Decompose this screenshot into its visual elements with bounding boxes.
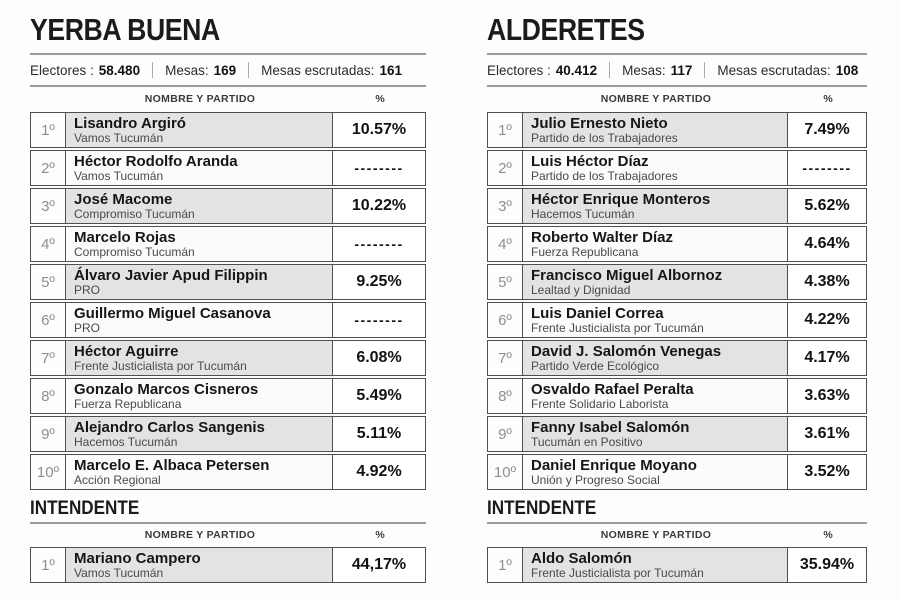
table-row <box>487 112 867 148</box>
candidate-cell <box>66 265 333 299</box>
candidate-party: Compromiso Tucumán <box>74 207 195 221</box>
candidate-name: Francisco Miguel Albornoz <box>531 267 723 284</box>
name-column-header: NOMBRE Y PARTIDO <box>600 529 712 541</box>
district-panel-alderetes <box>487 8 867 585</box>
rank-cell: 6º <box>488 303 523 337</box>
candidate-cell <box>66 548 333 582</box>
rank-cell: 1º <box>488 548 523 582</box>
percent-value: 5.62% <box>804 197 850 214</box>
table-row <box>30 302 426 338</box>
candidate-name: Roberto Walter Díaz <box>531 229 673 246</box>
name-column-header: NOMBRE Y PARTIDO <box>144 529 256 541</box>
table-row <box>487 188 867 224</box>
percent-value: -------- <box>354 236 404 252</box>
table-row <box>487 340 867 376</box>
percent-column-header: % <box>375 529 385 541</box>
table-row <box>30 188 426 224</box>
stat-value: 108 <box>835 62 859 78</box>
percent-value: 9.25% <box>356 273 402 290</box>
rank-cell: 3º <box>488 189 523 223</box>
percent-cell <box>788 548 866 582</box>
percent-cell <box>333 303 425 337</box>
district-title: YERBA BUENA <box>30 12 220 47</box>
candidate-cell <box>66 227 333 261</box>
table-row <box>30 264 426 300</box>
stat-item <box>704 62 870 78</box>
candidate-party: Unión y Progreso Social <box>531 473 660 487</box>
table-row <box>487 454 867 490</box>
stat-label: Mesas escrutadas: <box>717 62 831 78</box>
rank-cell: 10º <box>31 455 66 489</box>
intendente-title: INTENDENTE <box>487 498 597 519</box>
candidate-cell <box>66 151 333 185</box>
percent-cell <box>333 265 425 299</box>
stats-bar <box>30 56 426 84</box>
stat-item <box>487 63 609 78</box>
stat-label: Electores : <box>30 62 94 78</box>
candidate-cell <box>66 303 333 337</box>
candidate-cell <box>523 151 788 185</box>
table-row <box>487 264 867 300</box>
rank-cell: 5º <box>31 265 66 299</box>
divider <box>30 522 426 524</box>
candidate-party: Partido de los Trabajadores <box>531 169 678 183</box>
percent-value: 3.52% <box>804 463 850 480</box>
percent-value: 3.61% <box>804 425 850 442</box>
candidate-cell <box>523 189 788 223</box>
candidate-name: Gonzalo Marcos Cisneros <box>74 381 259 398</box>
intendente-section <box>30 497 426 583</box>
percent-cell <box>333 227 425 261</box>
percent-cell <box>333 455 425 489</box>
table-row <box>487 378 867 414</box>
percent-cell <box>788 417 866 451</box>
candidate-name: Héctor Enrique Monteros <box>531 191 711 208</box>
percent-cell <box>788 151 866 185</box>
divider <box>487 522 867 524</box>
rank-cell: 2º <box>488 151 523 185</box>
divider <box>30 53 426 55</box>
rank-cell: 7º <box>488 341 523 375</box>
table-row <box>487 302 867 338</box>
percent-value: 10.57% <box>351 121 407 138</box>
divider <box>487 85 867 87</box>
candidate-cell <box>523 379 788 413</box>
rank-cell: 1º <box>31 113 66 147</box>
candidate-party: Vamos Tucumán <box>74 131 164 145</box>
candidate-cell <box>66 341 333 375</box>
percent-value: 5.11% <box>356 425 402 442</box>
candidate-name: Luis Daniel Correa <box>531 305 664 322</box>
candidate-cell <box>66 379 333 413</box>
table-header <box>30 525 426 545</box>
percent-value: 7.49% <box>804 121 850 138</box>
table-row <box>30 112 426 148</box>
candidate-cell <box>523 341 788 375</box>
candidate-name: Lisandro Argiró <box>74 115 186 132</box>
candidate-cell <box>523 548 788 582</box>
percent-cell <box>788 379 866 413</box>
district-title: ALDERETES <box>487 12 645 47</box>
rank-cell: 7º <box>31 341 66 375</box>
stat-item <box>30 63 152 78</box>
rank-cell: 1º <box>488 113 523 147</box>
stat-label: Mesas: <box>622 62 666 78</box>
rank-cell: 9º <box>488 417 523 451</box>
divider <box>487 53 867 55</box>
rank-cell: 8º <box>488 379 523 413</box>
table-row <box>30 340 426 376</box>
candidate-party: Vamos Tucumán <box>74 169 164 183</box>
candidate-name: Fanny Isabel Salomón <box>531 419 690 436</box>
candidate-party: Tucumán en Positivo <box>531 435 643 449</box>
percent-cell <box>788 113 866 147</box>
percent-cell <box>788 341 866 375</box>
percent-cell <box>788 227 866 261</box>
candidate-name: Héctor Rodolfo Aranda <box>74 153 238 170</box>
percent-value: 4.92% <box>356 463 402 480</box>
candidate-name: Guillermo Miguel Casanova <box>74 305 271 322</box>
percent-value: -------- <box>354 160 404 176</box>
candidate-party: Frente Justicialista por Tucumán <box>531 566 704 580</box>
candidate-party: Compromiso Tucumán <box>74 245 195 259</box>
rank-cell: 8º <box>31 379 66 413</box>
rank-cell: 6º <box>31 303 66 337</box>
percent-column-header: % <box>375 93 385 105</box>
stat-value: 58.480 <box>98 62 141 78</box>
rank-cell: 4º <box>488 227 523 261</box>
candidate-cell <box>523 227 788 261</box>
candidate-party: Hacemos Tucumán <box>531 207 635 221</box>
candidate-party: Frente Justicialista por Tucumán <box>74 359 247 373</box>
candidate-name: Aldo Salomón <box>531 550 632 567</box>
percent-cell <box>788 265 866 299</box>
candidate-cell <box>66 417 333 451</box>
table-row <box>30 416 426 452</box>
table-row <box>30 454 426 490</box>
candidate-name: Luis Héctor Díaz <box>531 153 649 170</box>
results-table <box>30 112 426 490</box>
candidate-cell <box>66 455 333 489</box>
table-row <box>487 547 867 583</box>
percent-value: 4.64% <box>804 235 850 252</box>
candidate-party: Lealtad y Dignidad <box>531 283 631 297</box>
intendente-section <box>487 497 867 583</box>
table-header <box>30 88 426 110</box>
percent-value: 6.08% <box>356 349 402 366</box>
candidate-party: Partido Verde Ecológico <box>531 359 660 373</box>
candidate-name: Mariano Campero <box>74 550 201 567</box>
stat-item <box>248 62 414 78</box>
rank-cell: 10º <box>488 455 523 489</box>
candidate-name: David J. Salomón Venegas <box>531 343 722 360</box>
percent-value: 3.63% <box>804 387 850 404</box>
stat-item <box>152 62 248 78</box>
candidate-party: PRO <box>74 283 101 297</box>
stat-value: 40.412 <box>555 62 598 78</box>
candidate-cell <box>523 455 788 489</box>
stat-item <box>609 62 704 78</box>
divider <box>30 85 426 87</box>
percent-cell <box>788 189 866 223</box>
percent-value: 4.17% <box>804 349 850 366</box>
percent-value: 44,17% <box>351 556 407 573</box>
candidate-name: Héctor Aguirre <box>74 343 179 360</box>
candidate-name: Osvaldo Rafael Peralta <box>531 381 694 398</box>
candidate-party: Hacemos Tucumán <box>74 435 178 449</box>
intendente-title: INTENDENTE <box>30 498 140 519</box>
candidate-party: Vamos Tucumán <box>74 566 164 580</box>
percent-cell <box>788 303 866 337</box>
percent-cell <box>333 548 425 582</box>
table-row <box>487 416 867 452</box>
candidate-party: Fuerza Republicana <box>74 397 182 411</box>
candidate-name: Marcelo E. Albaca Petersen <box>74 457 270 474</box>
percent-value: 35.94% <box>799 556 855 573</box>
percent-value: -------- <box>354 312 404 328</box>
table-header <box>487 525 867 545</box>
stats-bar <box>487 56 867 84</box>
candidate-party: Acción Regional <box>74 473 161 487</box>
table-row <box>30 226 426 262</box>
stat-label: Mesas escrutadas: <box>261 62 375 78</box>
stat-value: 161 <box>379 62 402 78</box>
stat-value: 169 <box>213 62 237 78</box>
percent-cell <box>333 379 425 413</box>
percent-value: 4.22% <box>804 311 850 328</box>
percent-column-header: % <box>823 93 833 105</box>
candidate-name: Álvaro Javier Apud Filippin <box>74 267 268 284</box>
name-column-header: NOMBRE Y PARTIDO <box>144 93 256 105</box>
candidate-party: Partido de los Trabajadores <box>531 131 678 145</box>
percent-cell <box>788 455 866 489</box>
table-row <box>487 150 867 186</box>
candidate-cell <box>523 303 788 337</box>
results-table <box>487 112 867 490</box>
percent-column-header: % <box>823 529 833 541</box>
rank-cell: 5º <box>488 265 523 299</box>
candidate-party: PRO <box>74 321 101 335</box>
candidate-cell <box>66 189 333 223</box>
percent-cell <box>333 341 425 375</box>
intendente-table <box>487 547 867 583</box>
candidate-party: Frente Justicialista por Tucumán <box>531 321 704 335</box>
table-row <box>487 226 867 262</box>
percent-cell <box>333 417 425 451</box>
name-column-header: NOMBRE Y PARTIDO <box>600 93 712 105</box>
candidate-name: Julio Ernesto Nieto <box>531 115 668 132</box>
stat-label: Mesas: <box>165 62 209 78</box>
percent-value: 5.49% <box>356 387 402 404</box>
candidate-cell <box>523 265 788 299</box>
percent-value: -------- <box>802 160 852 176</box>
percent-cell <box>333 189 425 223</box>
rank-cell: 1º <box>31 548 66 582</box>
intendente-table <box>30 547 426 583</box>
rank-cell: 3º <box>31 189 66 223</box>
table-row <box>30 547 426 583</box>
percent-value: 10.22% <box>351 197 407 214</box>
candidate-name: Alejandro Carlos Sangenis <box>74 419 265 436</box>
percent-value: 4.38% <box>804 273 850 290</box>
candidate-cell <box>523 417 788 451</box>
percent-cell <box>333 113 425 147</box>
table-header <box>487 88 867 110</box>
district-panel-yerba-buena <box>30 8 426 585</box>
rank-cell: 9º <box>31 417 66 451</box>
candidate-name: Daniel Enrique Moyano <box>531 457 697 474</box>
stat-value: 117 <box>670 62 693 78</box>
candidate-party: Fuerza Republicana <box>531 245 639 259</box>
table-row <box>30 378 426 414</box>
stat-label: Electores : <box>487 62 551 78</box>
candidate-cell <box>523 113 788 147</box>
table-row <box>30 150 426 186</box>
rank-cell: 2º <box>31 151 66 185</box>
percent-cell <box>333 151 425 185</box>
candidate-name: José Macome <box>74 191 173 208</box>
candidate-name: Marcelo Rojas <box>74 229 176 246</box>
candidate-cell <box>66 113 333 147</box>
candidate-party: Frente Solidario Laborista <box>531 397 669 411</box>
rank-cell: 4º <box>31 227 66 261</box>
